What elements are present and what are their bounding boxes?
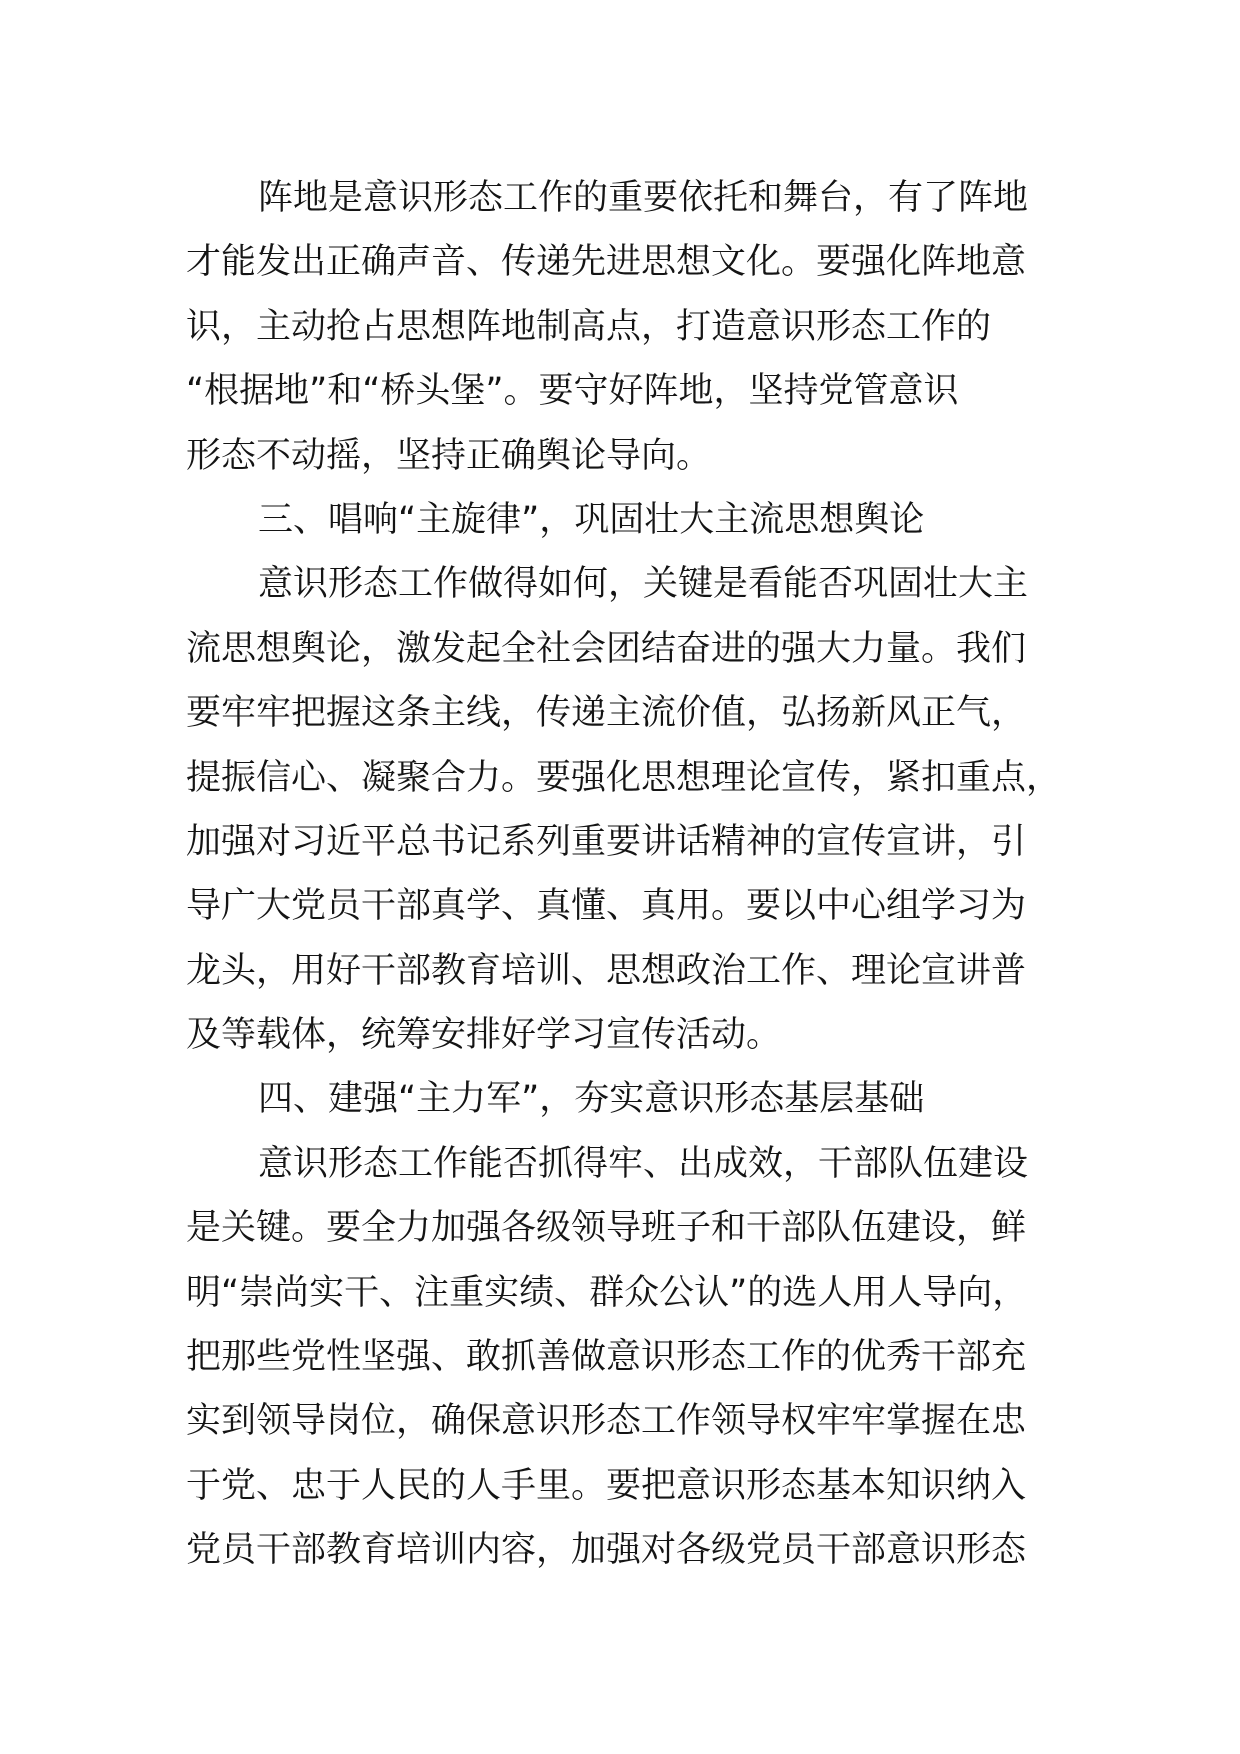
- section-heading-3: 三、唱响“主旋律”，巩固壮大主流思想舆论: [258, 499, 925, 540]
- paragraph-line: 流思想舆论，激发起全社会团结奋进的强大力量。我们: [186, 628, 1027, 669]
- paragraph-line: 才能发出正确声音、传递先进思想文化。要强化阵地意: [186, 242, 1027, 283]
- paragraph-line: 识，主动抢占思想阵地制高点，打造意识形态工作的: [186, 306, 992, 347]
- paragraph-line: 是关键。要全力加强各级领导班子和干部队伍建设，鲜: [186, 1208, 1027, 1249]
- paragraph-line: 党员干部教育培训内容，加强对各级党员干部意识形态: [186, 1530, 1027, 1571]
- section-heading-4: 四、建强“主力军”，夯实意识形态基层基础: [258, 1079, 925, 1120]
- paragraph-line: 要牢牢把握这条主线，传递主流价值，弘扬新风正气，: [186, 693, 1027, 734]
- paragraph-line: 及等载体，统筹安排好学习宣传活动。: [186, 1015, 782, 1056]
- paragraph-line: 导广大党员干部真学、真懂、真用。要以中心组学习为: [186, 886, 1027, 927]
- paragraph-line: 龙头，用好干部教育培训、思想政治工作、理论宣讲普: [186, 950, 1027, 991]
- paragraph-line: 提振信心、凝聚合力。要强化思想理论宣传，紧扣重点，: [186, 757, 1062, 798]
- paragraph-line: 意识形态工作做得如何，关键是看能否巩固壮大主: [258, 564, 1029, 605]
- paragraph-line: 把那些党性坚强、敢抓善做意识形态工作的优秀干部充: [186, 1337, 1027, 1378]
- paragraph-line: 形态不动摇，坚持正确舆论导向。: [186, 435, 712, 476]
- paragraph-line: 意识形态工作能否抓得牢、出成效，干部队伍建设: [258, 1143, 1029, 1184]
- paragraph-line: 明“崇尚实干、注重实绩、群众公认”的选人用人导向，: [186, 1272, 1028, 1313]
- paragraph-line: “根据地”和“桥头堡”。要守好阵地，坚持党管意识: [186, 371, 959, 412]
- paragraph-line: 实到领导岗位，确保意识形态工作领导权牢牢掌握在忠: [186, 1401, 1027, 1442]
- document-body: [186, 166, 1086, 1583]
- paragraph-line: 于党、忠于人民的人手里。要把意识形态基本知识纳入: [186, 1465, 1027, 1506]
- paragraph-line: 阵地是意识形态工作的重要依托和舞台，有了阵地: [258, 178, 1029, 218]
- paragraph-line: 加强对习近平总书记系列重要讲话精神的宣传宣讲，引: [186, 821, 1027, 862]
